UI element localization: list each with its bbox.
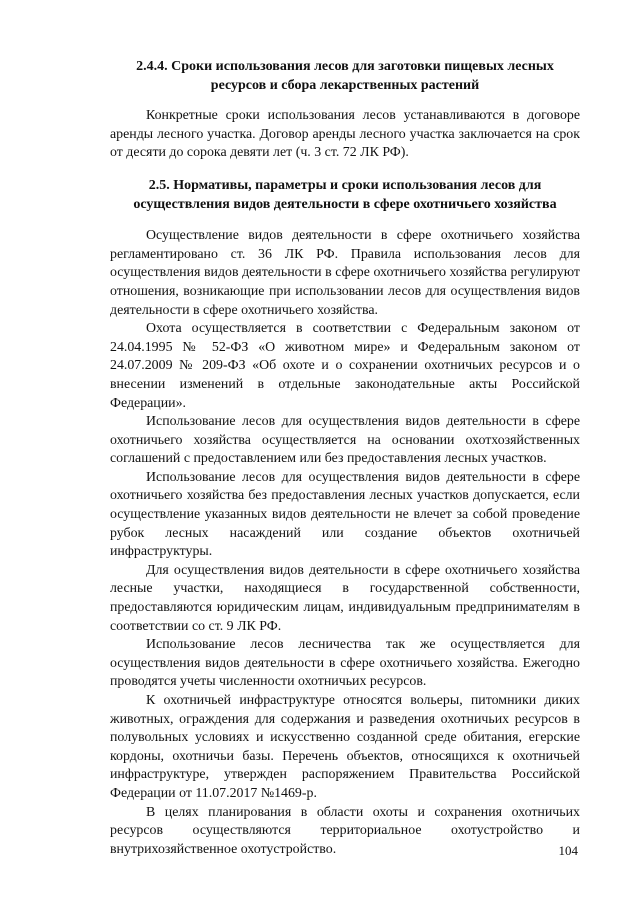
section-2-5-paragraph-4: Использование лесов для осуществления видов деятельности в сфере охотничьего хозяйства без предоставления лесных участков допускается, если осуществление указанных видов деятельности не влечет за собой проведение рубок лесных насаждений или создание объектов охотничьей инфраструктуры. [110,469,580,560]
section-2-5-paragraph-6: Использование лесов лесничества так же осуществляется для осуществления видов деятельности в сфере охотничьего хозяйства. Ежегодно проводятся учеты численности охотничьих ресурсов. [110,637,580,690]
section-2-5-paragraph-1: Осуществление видов деятельности в сфере охотничьего хозяйства регламентировано ст. 36 ЛК РФ. Правила использования лесов для осуществления видов деятельности в сфере охотничьего хозяйства регулируют отношения, возникающие при использовании лесов для осуществления видов деятельности в сфере охотничьего хозяйства. [110,228,580,318]
section-2-5-paragraph-7: К охотничьей инфраструктуре относятся вольеры, питомники диких животных, ограждения для содержания и разведения охотничьих ресурсов в полувольных условиях и искусственно созданной среде обитания, егерские кордоны, охотничьи базы. Перечень объектов, относящихся к охотничьей инфраструктуре, утвержден распоряжением Правительства Российской Федерации от 11.07.2017 №1469-р. [110,693,580,801]
section-2-4-4-heading: 2.4.4. Сроки использования лесов для заготовки пищевых лесных ресурсов и сбора лекарственных растений [136,59,554,93]
section-2-5-paragraph-2: Охота осуществляется в соответствии с Федеральным законом от 24.04.1995 № 52-ФЗ «О животном мире» и Федеральным законом от 24.07.2009 № 209-ФЗ «Об охоте и о сохранении охотничьих ресурсов и о внесении изменений в отдельные законодательные акты Российской Федерации». [110,321,580,411]
page-number: 104 [558,843,578,858]
section-2-5-paragraph-3: Использование лесов для осуществления видов деятельности в сфере охотничьего хозяйства осуществляется на основании охотхозяйственных соглашений с предоставлением или без предоставления лесных участков. [110,414,580,467]
page-content [110,58,580,859]
section-2-5-paragraph-5: Для осуществления видов деятельности в сфере охотничьего хозяйства лесные участки, находящиеся в государственной собственности, предоставляются юридическим лицам, индивидуальным предпринимателям в соответствии со ст. 9 ЛК РФ. [110,562,580,634]
section-2-5-paragraph-8: В целях планирования в области охоты и сохранения охотничьих ресурсов осуществляются территориальное охотустройство и внутрихозяйственное охотустройство. [110,804,580,857]
section-2-4-4-paragraph: Конкретные сроки использования лесов устанавливаются в договоре аренды лесного участка. Договор аренды лесного участка заключается на срок от десяти до сорока девяти лет (ч. 3 ст. 72 ЛК РФ). [110,108,580,161]
section-2-5-heading: 2.5. Нормативы, параметры и сроки использования лесов для осуществления видов деятельности в сфере охотничьего хозяйства [133,177,557,212]
